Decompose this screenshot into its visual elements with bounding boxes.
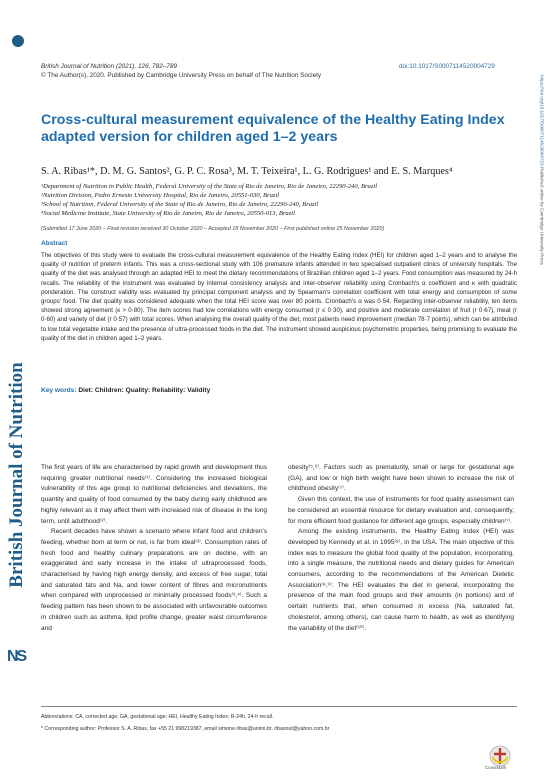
side-url[interactable]: https://doi.org/10.1017/S0007114520004729 [539, 75, 545, 166]
abstract-heading: Abstract [41, 240, 68, 247]
journal-reference: British Journal of Nutrition (2021), 126, 782–789 [41, 63, 178, 70]
body-paragraph: Given this context, the use of instruments for food quality assessment can be considered an essential resource for dietary evaluation and, consequently, for more efficient food guidance for different age groups, especially children⁽⁷⁾. [288, 496, 514, 525]
doi-link[interactable]: doi:10.1017/S0007114520004729 [399, 63, 495, 70]
abstract-text: The objectives of this study were to evaluate the cross-cultural measurement equivalence of the Healthy Eating Index (HEI) for children aged 1–2 years and to analyse the quality of nutrition of preterm infants. This was a cross-sectional study with 106 premature infants attended in two specialised outpatient clinics of university hospitals. The quality of the diet was analysed through an adapted HEI to meet the dietary recommendations of Brazilian children aged 1–2 years. Food consumption was measured by 24-h recalls. The reliability of the instrument was evaluated by internal consistency analysis and inter-observer reliability using Cronbach's α coefficient and κ with quadratic ponderation. The construct validity was evaluated by principal component analysis and by Spearman's correlation coefficient with total energy and consumption of some groups' food. The diet quality was considered adequate when the total HEI score was over 80 points. Cronbach's α was 0·54. Regarding inter-observer reliability, ten items showed strong agreement (κ > 0·80). The item scores had low correlations with energy consumed (r ≤ 0·30), and positive and moderate correlation of fruit (r 0·67), meat (r 0·60) and variety of diet (r 0·57) with total scores. When analysing the overall quality of the diet, most patients need improvement (median 78·7 points), which can be attributed to low total vegetable intake and the presence of ultra-processed foods in the diet. The instrument showed auspicious psychometric properties, being promising to evaluate the quality of the diet in children aged 1–2 years. [41, 252, 517, 342]
body-paragraph: obesity⁽⁵,⁶⁾. Factors such as prematurity, small or large for gestational age (GA), and low or high birth weight have been shown to increase the risk of childhood obesity⁽⁷⁾. [288, 464, 514, 493]
body-column-right [288, 463, 514, 634]
nutrition-society-logo: NS [7, 648, 26, 665]
journal-name-vertical: British Journal of Nutrition [6, 362, 27, 588]
submission-dates: (Submitted 17 June 2020 – Final revision received 30 October 2020 – Accepted 18 November 2020 – First published online 25 November 2020) [41, 226, 385, 232]
crossmark-label: CrossMark [485, 765, 507, 770]
journal-emblem-icon [12, 35, 24, 47]
abbreviations-footnote: Abbreviations: CA, corrected age; GA, gestational age; HEI, Healthy Eating Index; R-24h, 24-h recall. [41, 714, 274, 720]
left-sidebar [0, 0, 34, 777]
corresponding-author-footnote: * Corresponding author: Professor S. A. Ribas, fax +55 21 998219387, email simone.ribas@unirio.br, ribasnut@yahoo.com.br [41, 726, 330, 732]
article-title: Cross-cultural measurement equivalence of the Healthy Eating Index adapted version for children aged 1–2 years [41, 112, 505, 145]
author-list: S. A. Ribas¹*, D. M. G. Santos², G. P. C. Rosa³, M. T. Teixeira¹, L. G. Rodrigues¹ and E. S. Marques⁴ [41, 166, 453, 177]
body-paragraph: Recent decades have shown a scenario where infant food and children's feeding, whether born at term or not, is far from ideal⁽³⁾. Consumption rates of fresh food and healthy culinary preparations are on decline, with an exaggerated and early increase in the intake of ultraprocessed foods, characterised by having high energy density, and excess of free sugar, total and saturated fats and Na, and lower content of fibres and micronutrients when compared with unprocessed or minimally processed foods⁽³,⁴⁾. Such a feeding pattern has been shown to be associated with unfavourable outcomes in children such as asthma, lipid profile change, greater waist circumference and [41, 528, 267, 632]
affiliation-1: ¹Department of Nutrition in Public Health, Federal University of the State of Rio de Janeiro, Rio de Janeiro, 22290-240, Brazil [41, 183, 378, 190]
body-paragraph: The first years of life are characterised by rapid growth and development thus requiring greater nutritional needs⁽¹⁾. Considering the increased biological vulnerability of this age group to nutritional deficiencies and deviations, the quantity and quality of food consumed by the baby during early childhood are highly relevant as it may affect them with increased risk of disease in the long term, until adulthood⁽²⁾. [41, 464, 267, 525]
body-column-left [41, 463, 267, 634]
affiliation-2: ²Nutrition Division, Pedro Ernesto University Hospital, Rio de Janeiro, 20551-030, Brazil [41, 192, 280, 199]
footnote-divider [41, 706, 517, 707]
copyright-line: © The Author(s), 2020. Published by Cambridge University Press on behalf of The Nutrition Society [41, 72, 322, 79]
keywords-line [41, 387, 511, 394]
crossmark-icon[interactable] [489, 745, 511, 767]
side-note: Published online by Cambridge University Press [539, 166, 545, 265]
keywords-label: Key words: [41, 387, 77, 394]
body-paragraph: Among the existing instruments, the Healthy Eating Index (HEI) was developed by Kennedy et al. in 1995⁽⁸⁾, in the USA. The main objective of this index was to measure the global food quality of the population, incorporating, into a single measure, the nutritional needs and dietary guides for American consumers, according to the recommendations of the American Dietetic Association⁽⁸,⁹⁾. The HEI evaluates the diet in general, incorporating the presence of the main food groups and their amounts (in portions) and of certain nutrients that, when consumed in excess (Na, saturated fat, cholesterol, among others), can cause harm to health, as well as identifying the variability of the diet⁽¹⁰⁾. [288, 528, 514, 632]
affiliation-3: ³School of Nutrition, Federal University of the State of Rio de Janeiro, Rio de Janeiro, 22290-240, Brazil [41, 201, 319, 208]
side-doi-link[interactable] [536, 0, 548, 340]
keywords-value: Diet: Children: Quality: Reliability: Validity [78, 387, 211, 394]
affiliation-4: ⁴Social Medicine Institute, State University of Rio de Janeiro, Rio de Janeiro, 20550-013, Brazil [41, 210, 295, 217]
